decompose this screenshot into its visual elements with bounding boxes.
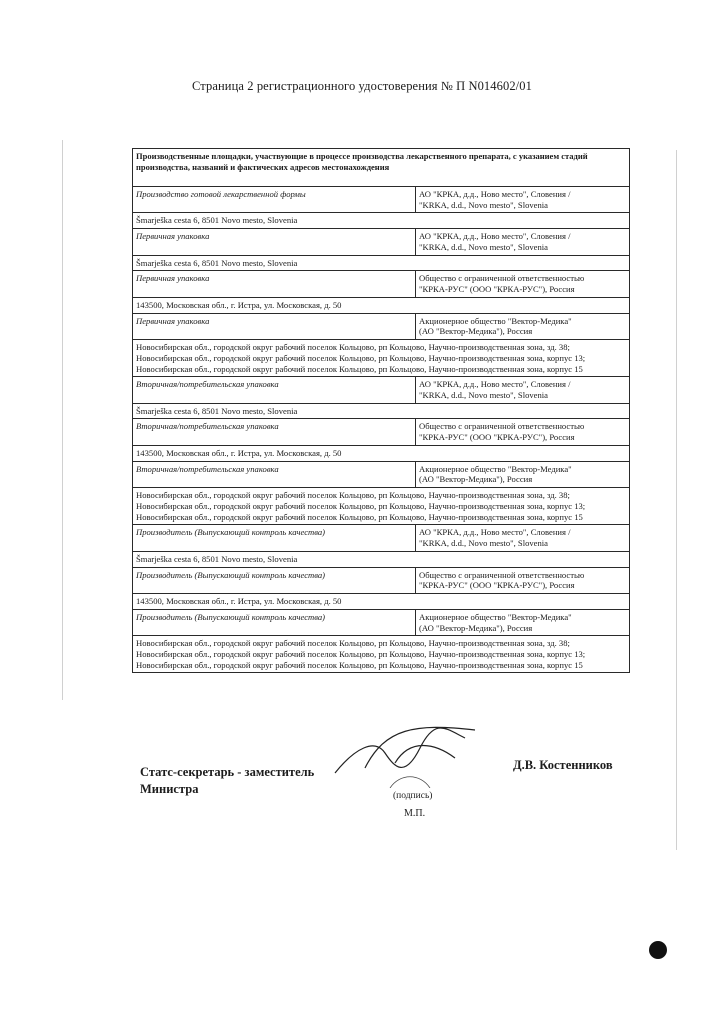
company-line: Акционерное общество "Вектор-Медика" [419, 315, 572, 326]
stage-row [133, 187, 630, 213]
company-line: "KRKA, d.d., Novo mesto", Slovenia [419, 199, 548, 210]
company-line: АО "КРКА, д.д., Ново место", Словения / [419, 189, 571, 199]
address-line: Šmarješka cesta 6, 8501 Novo mesto, Slovenia [136, 553, 298, 564]
company-line: Акционерное общество "Вектор-Медика" [419, 463, 572, 474]
address-line: Новосибирская обл., городской округ рабочий поселок Кольцово, рп Кольцово, Научно-производственная зона, зд. 38; [136, 638, 570, 649]
stage-row [133, 461, 630, 487]
address-line: Šmarješka cesta 6, 8501 Novo mesto, Slovenia [136, 405, 298, 416]
scan-dot-mark [649, 941, 667, 959]
company-line: (АО "Вектор-Медика"), Россия [419, 474, 533, 485]
address-line: Новосибирская обл., городской округ рабочий поселок Кольцово, рп Кольцово, Научно-производственная зона, корпус 15 [136, 659, 583, 670]
address-cell [133, 297, 630, 313]
address-row [133, 445, 630, 461]
company-line: "KRKA, d.d., Novo mesto", Slovenia [419, 538, 548, 549]
address-line: Šmarješka cesta 6, 8501 Novo mesto, Slovenia [136, 257, 298, 268]
address-row [133, 255, 630, 271]
address-cell [133, 594, 630, 610]
company-cell [416, 313, 630, 339]
address-line: Новосибирская обл., городской округ рабочий поселок Кольцово, рп Кольцово, Научно-производственная зона, зд. 38; [136, 490, 570, 501]
company-line: АО "КРКА, д.д., Ново место", Словения / [419, 379, 571, 390]
stage-label: Вторичная/потребительская упаковка [133, 461, 416, 487]
page-header: Страница 2 регистрационного удостоверения № П N014602/01 [192, 79, 532, 93]
stage-row [133, 419, 630, 445]
address-row [133, 551, 630, 567]
address-row [133, 297, 630, 313]
company-line: "KRKA, d.d., Novo mesto", Slovenia [419, 390, 548, 401]
signature-caption: (подпись) [393, 791, 433, 801]
company-line: (АО "Вектор-Медика"), Россия [419, 326, 533, 337]
stage-row [133, 567, 630, 593]
signer-position-line1: Статс-секретарь - заместитель [140, 765, 315, 779]
address-cell [133, 213, 630, 229]
address-line: Новосибирская обл., городской округ рабочий поселок Кольцово, рп Кольцово, Научно-производственная зона, корпус 15 [136, 511, 583, 522]
stage-label: Производитель (Выпускающий контроль качества) [133, 525, 416, 551]
address-line: Новосибирская обл., городской округ рабочий поселок Кольцово, рп Кольцово, Научно-производственная зона, корпус 13; [136, 352, 586, 363]
address-row [133, 488, 630, 525]
address-line: Šmarješka cesta 6, 8501 Novo mesto, Slovenia [136, 215, 298, 226]
address-cell [133, 445, 630, 461]
company-line: "КРКА-РУС" (ООО "КРКА-РУС"), Россия [419, 432, 575, 443]
address-cell [133, 255, 630, 271]
address-row [133, 213, 630, 229]
company-line: "КРКА-РУС" (ООО "КРКА-РУС"), Россия [419, 284, 575, 295]
company-line: Общество с ограниченной ответственностью [419, 273, 585, 284]
stage-label: Производитель (Выпускающий контроль качества) [133, 567, 416, 593]
company-line: Общество с ограниченной ответственностью [419, 421, 585, 432]
address-cell [133, 340, 630, 377]
stage-label: Вторичная/потребительская упаковка [133, 377, 416, 403]
table-title: Производственные площадки, участвующие в процессе производства лекарственного препарата, с указанием стадий производства, названий и фактических адресов местонахождения [133, 149, 630, 187]
signer-position-line2: Министра [140, 781, 199, 796]
table-title-row [133, 149, 630, 187]
address-row [133, 636, 630, 673]
company-cell [416, 271, 630, 297]
company-cell [416, 567, 630, 593]
company-line: (АО "Вектор-Медика"), Россия [419, 622, 533, 633]
address-line: 143500, Московская обл., г. Истра, ул. Московская, д. 50 [136, 299, 342, 310]
stage-row [133, 313, 630, 339]
scan-artifact-left [62, 140, 63, 700]
stamp-caption: М.П. [404, 808, 426, 819]
address-row [133, 340, 630, 377]
address-line: Новосибирская обл., городской округ рабочий поселок Кольцово, рп Кольцово, Научно-производственная зона, зд. 38; [136, 342, 570, 353]
company-cell [416, 461, 630, 487]
address-cell [133, 403, 630, 419]
address-line: Новосибирская обл., городской округ рабочий поселок Кольцово, рп Кольцово, Научно-производственная зона, корпус 13; [136, 500, 586, 511]
signer-name: Д.В. Костенников [513, 758, 613, 772]
company-cell [416, 229, 630, 255]
company-cell [416, 377, 630, 403]
address-row [133, 594, 630, 610]
address-line: 143500, Московская обл., г. Истра, ул. Московская, д. 50 [136, 447, 342, 458]
stage-label: Первичная упаковка [133, 313, 416, 339]
handwritten-signature [325, 718, 485, 788]
scan-artifact-right [676, 150, 677, 850]
stage-label: Производство готовой лекарственной формы [133, 187, 416, 213]
address-cell [133, 551, 630, 567]
stage-label: Вторичная/потребительская упаковка [133, 419, 416, 445]
company-line: Акционерное общество "Вектор-Медика" [419, 611, 572, 622]
production-sites-table [132, 148, 630, 673]
address-cell [133, 488, 630, 525]
company-cell [416, 609, 630, 635]
address-line: Новосибирская обл., городской округ рабочий поселок Кольцово, рп Кольцово, Научно-производственная зона, корпус 15 [136, 363, 583, 374]
stage-label: Первичная упаковка [133, 271, 416, 297]
address-cell [133, 636, 630, 673]
address-row [133, 403, 630, 419]
stage-row [133, 525, 630, 551]
stage-row [133, 377, 630, 403]
stage-label: Первичная упаковка [133, 229, 416, 255]
company-line: "KRKA, d.d., Novo mesto", Slovenia [419, 241, 548, 252]
company-line: "КРКА-РУС" (ООО "КРКА-РУС"), Россия [419, 580, 575, 591]
stage-row [133, 229, 630, 255]
address-line: 143500, Московская обл., г. Истра, ул. Московская, д. 50 [136, 596, 342, 607]
company-cell [416, 187, 630, 213]
company-cell [416, 419, 630, 445]
stage-row [133, 271, 630, 297]
stage-label: Производитель (Выпускающий контроль качества) [133, 609, 416, 635]
company-line: Общество с ограниченной ответственностью [419, 569, 585, 580]
stage-row [133, 609, 630, 635]
signer-position [140, 764, 314, 798]
company-line: АО "КРКА, д.д., Ново место", Словения / [419, 527, 571, 538]
company-cell [416, 525, 630, 551]
address-line: Новосибирская обл., городской округ рабочий поселок Кольцово, рп Кольцово, Научно-производственная зона, корпус 13; [136, 648, 586, 659]
company-line: АО "КРКА, д.д., Ново место", Словения / [419, 231, 571, 242]
